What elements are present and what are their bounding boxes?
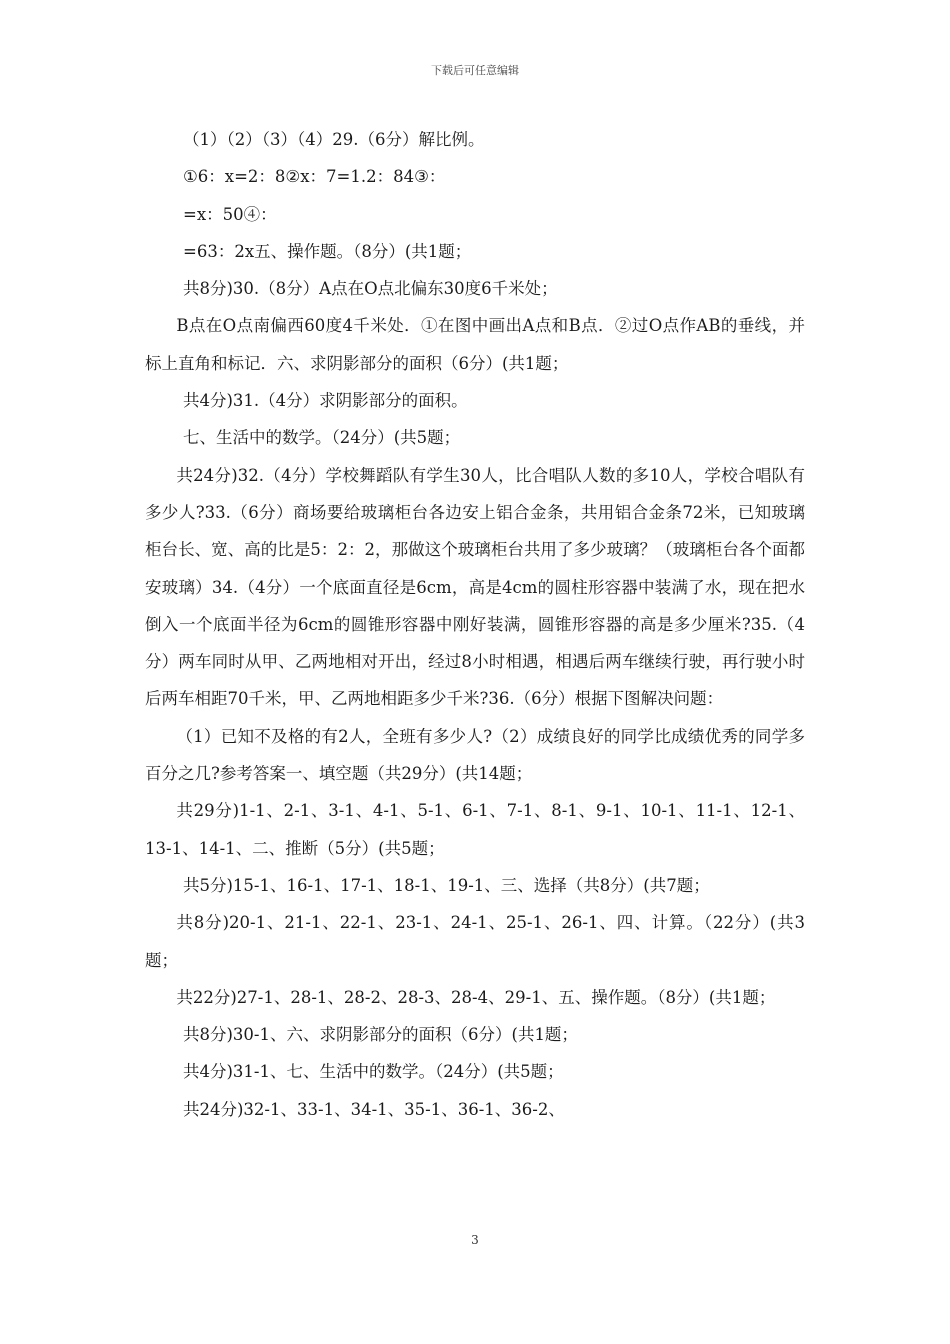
text-line: 共4分)31-1、七、生活中的数学。（24分）(共5题； [183, 1062, 564, 1082]
text-paragraph: （1）已知不及格的有2人，全班有多少人?（2）成绩良好的同学比成绩优秀的同学多百分之几?参考答案一、填空题（共29分）(共14题； [145, 726, 805, 784]
text-paragraph: 共29分)1-1、2-1、3-1、4-1、5-1、6-1、7-1、8-1、9-1、10-1、11-1、12-1、13-1、14-1、二、推断（5分）(共5题； [145, 801, 805, 858]
text-line: 共8分)30-1、六、求阴影部分的面积（6分）(共1题； [183, 1025, 578, 1045]
text-line: 共5分)15-1、16-1、17-1、18-1、19-1、三、选择（共8分）(共7题； [183, 875, 710, 895]
text-paragraph: B点在O点南偏西60度4千米处．①在图中画出A点和B点．②过O点作AB的垂线，并标上直角和标记．六、求阴影部分的面积（6分）(共1题； [145, 316, 805, 373]
text-line: 共4分)31.（4分）求阴影部分的面积。 [183, 391, 468, 411]
text-line: 七、生活中的数学。（24分）(共5题； [183, 428, 461, 448]
page-header: 下载后可任意编辑 [431, 64, 519, 77]
text-line: =x：50④： [183, 204, 277, 224]
text-line: （1）（2）（3）（4）29.（6分）解比例。 [183, 130, 485, 149]
text-line: =63：2x五、操作题。（8分）(共1题； [183, 241, 472, 261]
document-body [145, 121, 805, 1128]
text-line: ①6：x=2：8②x：7=1.2：84③： [183, 167, 446, 187]
text-paragraph: 共8分)20-1、21-1、22-1、23-1、24-1、25-1、26-1、四、计算。（22分）(共3题； [145, 913, 805, 970]
page-number: 3 [471, 1233, 479, 1247]
text-paragraph: 共24分)32.（4分）学校舞蹈队有学生30人，比合唱队人数的多10人，学校合唱队有多少人?33.（6分）商场要给玻璃柜台各边安上铝合金条，共用铝合金条72米，已知玻璃柜台长、宽、高的比是5：2：2，那做这个玻璃柜台共用了多少玻璃？（玻璃柜台各个面都安玻璃）34.（4分）一个底面直径是6cm，高是4cm的圆柱形容器中装满了水，现在把水倒入一个底面半径为6cm的圆锥形容器中刚好装满，圆锥形容器的高是多少厘米?35.（4分）两车同时从甲、乙两地相对开出，经过8小时相遇，相遇后两车继续行驶，再行驶小时后两车相距70千米，甲、乙两地相距多少千米?36.（6分）根据下图解决问题： [145, 465, 805, 709]
text-line: 共8分)30.（8分）A点在O点北偏东30度6千米处； [183, 279, 558, 299]
text-line: 共24分)32-1、33-1、34-1、35-1、36-1、36-2、 [183, 1099, 565, 1119]
text-paragraph: 共22分)27-1、28-1、28-2、28-3、28-4、29-1、五、操作题。（8分）(共1题； [176, 987, 776, 1007]
